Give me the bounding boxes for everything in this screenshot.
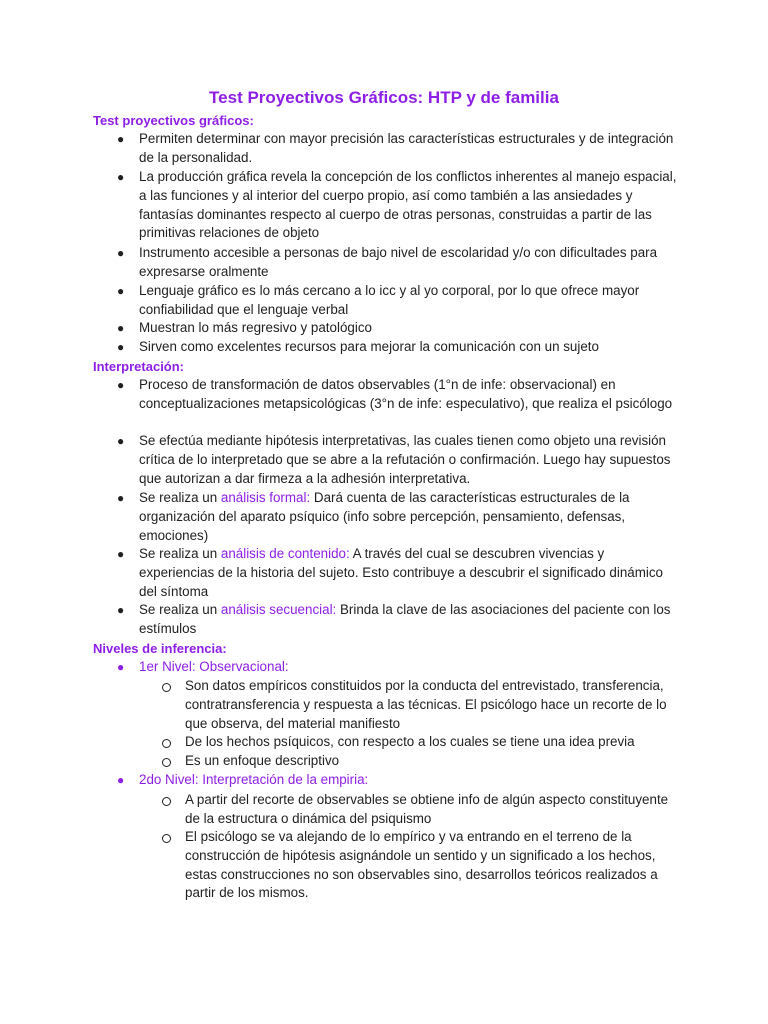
bullet-icon: ● xyxy=(117,340,125,354)
bullet-icon: ● xyxy=(117,378,125,392)
hollow-bullet-icon xyxy=(162,758,171,767)
list-item: Se realiza un análisis de contenido: A través del cual se descubren vivencias y experiencias de la historia del sujeto. Esto contribuye a descubrir el significado dinámico del síntoma xyxy=(139,546,664,599)
sub-list-item: Son datos empíricos constituidos por la conducta del entrevistado, transferencia, contratransferencia y respuesta a las técnicas. El psicólogo hace un recorte de lo que observa, del material manifiesto xyxy=(185,678,667,731)
bullet-icon: ● xyxy=(117,132,125,146)
section-heading-interpretacion: Interpretación: xyxy=(93,359,185,374)
highlight-analisis-secuencial: análisis secuencial: xyxy=(220,602,337,617)
bullet-icon: ● xyxy=(117,547,125,561)
list-item: Se realiza un análisis secuencial: Brinda la clave de las asociaciones del paciente con los estímulos xyxy=(139,602,671,636)
highlight-analisis-formal: análisis formal: xyxy=(220,490,311,505)
bullet-icon: ● xyxy=(117,170,125,184)
sub-list-item: De los hechos psíquicos, con respecto a los cuales se tiene una idea previa xyxy=(185,734,635,749)
bullet-icon: ● xyxy=(117,773,125,787)
hollow-bullet-icon xyxy=(162,797,171,806)
bullet-icon: ● xyxy=(117,321,125,335)
list-item: Sirven como excelentes recursos para mejorar la comunicación con un sujeto xyxy=(139,339,599,354)
hollow-bullet-icon xyxy=(162,739,171,748)
section-heading-test-proyectivos: Test proyectivos gráficos: xyxy=(93,113,254,128)
list-item: Proceso de transformación de datos observables (1°n de infe: observacional) en conceptualizaciones metapsicológicas (3°n de infe: especulativo), que realiza el psicólogo xyxy=(139,377,673,411)
sub-list-item: Es un enfoque descriptivo xyxy=(185,753,340,768)
hollow-bullet-icon xyxy=(162,834,171,843)
list-item: Muestran lo más regresivo y patológico xyxy=(139,320,372,335)
bullet-icon: ● xyxy=(117,491,125,505)
bullet-icon: ● xyxy=(117,284,125,298)
highlight-analisis-contenido: análisis de contenido: xyxy=(220,546,350,561)
list-item: Instrumento accesible a personas de bajo nivel de escolaridad y/o con dificultades para expresarse oralmente xyxy=(139,245,658,279)
list-item: Permiten determinar con mayor precisión las características estructurales y de integración de la personalidad. xyxy=(139,131,674,165)
section-heading-niveles: Niveles de inferencia: xyxy=(93,641,227,656)
list-item: La producción gráfica revela la concepción de los conflictos inherentes al manejo espacial, a las funciones y al interior del cuerpo propio, así como también a las ansiedades y fantasías dominantes respecto al cuerpo de otras personas, construidas a partir de las primitivas relaciones de objeto xyxy=(139,169,677,241)
document-title: Test Proyectivos Gráficos: HTP y de familia xyxy=(209,88,559,107)
list-item: Lenguaje gráfico es lo más cercano a lo icc y al yo corporal, por lo que ofrece mayor confiabilidad que el lenguaje verbal xyxy=(139,283,640,317)
sub-list-item: A partir del recorte de observables se obtiene info de algún aspecto constituyente de la estructura o dinámica del psiquismo xyxy=(185,792,669,826)
level-label: 1er Nivel: Observacional: xyxy=(139,659,289,674)
bullet-icon: ● xyxy=(117,434,125,448)
bullet-icon: ● xyxy=(117,660,125,674)
list-item: Se efectúa mediante hipótesis interpretativas, las cuales tienen como objeto una revisión crítica de lo interpretado que se abre a la refutación o confirmación. Luego hay supuestos que autorizan a dar firmeza a la adhesión interpretativa. xyxy=(139,433,671,486)
bullet-icon: ● xyxy=(117,603,125,617)
level-label: 2do Nivel: Interpretación de la empiria: xyxy=(139,772,369,787)
sub-list-item: El psicólogo se va alejando de lo empírico y va entrando en el terreno de la construcción de hipótesis asignándole un sentido y un significado a los hechos, estas construcciones no son observables sino, desarrollos teóricos realizados a partir de los mismos. xyxy=(185,829,658,901)
list-item: Se realiza un análisis formal: Dará cuenta de las características estructurales de la organización del aparato psíquico (info sobre percepción, pensamiento, defensas, emociones) xyxy=(139,490,630,543)
hollow-bullet-icon xyxy=(162,683,171,692)
bullet-icon: ● xyxy=(117,246,125,260)
